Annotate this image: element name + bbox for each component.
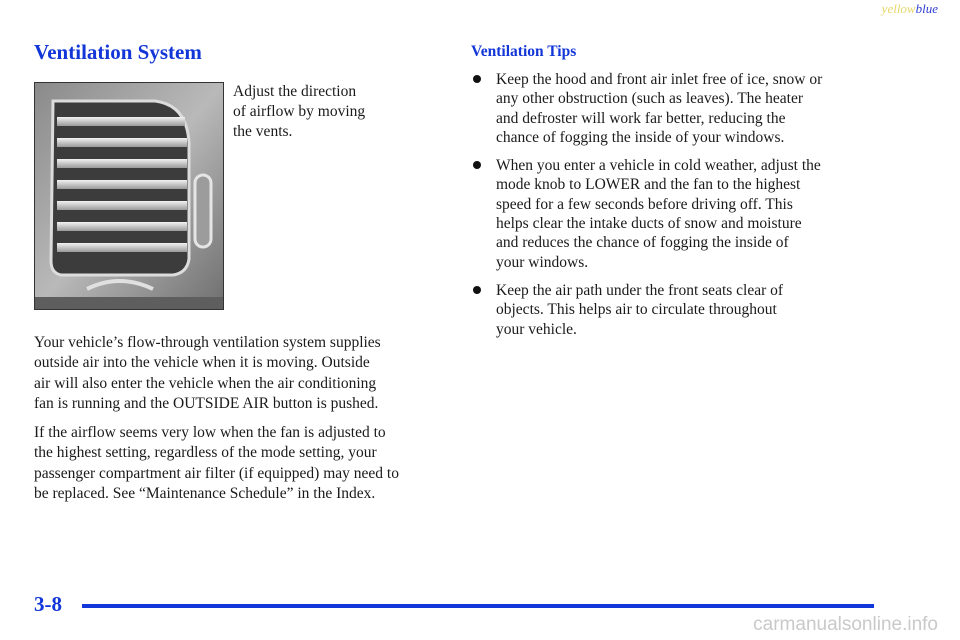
- paragraph-line: passenger compartment air filter (if equipped) may need to: [34, 464, 399, 482]
- paragraph-line: the highest setting, regardless of the mode setting, your: [34, 444, 377, 462]
- tip-line: mode knob to LOWER and the fan to the highest: [496, 176, 801, 194]
- paragraph-line: fan is running and the OUTSIDE AIR button is pushed.: [34, 395, 379, 413]
- section-title: Ventilation System: [34, 40, 202, 64]
- caption-line: the vents.: [233, 123, 293, 140]
- tip-line: your windows.: [496, 253, 589, 271]
- tip-line: chance of fogging the inside of your windows.: [496, 128, 785, 146]
- paragraph-line: air will also enter the vehicle when the air conditioning: [34, 374, 377, 392]
- corner-tag: [882, 1, 938, 17]
- caption-line: of airflow by moving: [233, 103, 366, 120]
- footer-rule: [82, 604, 874, 608]
- tip-line: your vehicle.: [496, 320, 577, 338]
- bullet-icon: [473, 75, 481, 83]
- paragraph-line: Your vehicle’s flow‑through ventilation system supplies: [34, 334, 381, 351]
- paragraph-line: outside air into the vehicle when it is moving. Outside: [34, 354, 370, 372]
- tips-list: [471, 70, 911, 348]
- tip-line: Keep the hood and front air inlet free of ice, snow or: [496, 71, 823, 88]
- tip-item: [471, 156, 911, 272]
- page-number: 3-8: [34, 592, 62, 616]
- watermark: carmanualsonline.info: [753, 614, 938, 635]
- tip-line: helps clear the intake ducts of snow and moisture: [496, 215, 802, 233]
- bullet-icon: [473, 286, 481, 294]
- tips-heading: Ventilation Tips: [471, 43, 577, 60]
- caption-line: Adjust the direction: [233, 83, 357, 100]
- tip-item: [471, 70, 911, 147]
- tip-line: Keep the air path under the front seats clear of: [496, 281, 784, 299]
- tip-line: any other obstruction (such as leaves). The heater: [496, 90, 804, 108]
- tip-item: [471, 281, 911, 339]
- air-filter-paragraph: [34, 423, 444, 505]
- tip-line: speed for a few seconds before driving off. This: [496, 195, 793, 213]
- ventilation-paragraph: [34, 333, 444, 415]
- paragraph-line: If the airflow seems very low when the fan is adjusted to: [34, 424, 386, 441]
- tip-line: objects. This helps air to circulate throughout: [496, 301, 777, 319]
- corner-tag-blue: blue: [915, 1, 938, 16]
- tip-line: and defroster will work far better, reducing the: [496, 109, 786, 127]
- vent-caption: [233, 82, 433, 142]
- tip-line: When you enter a vehicle in cold weather, adjust the: [496, 157, 821, 175]
- air-vent-photo: [34, 82, 224, 310]
- corner-tag-yellow: yellow: [881, 1, 916, 16]
- bullet-icon: [473, 161, 481, 169]
- tip-line: and reduces the chance of fogging the inside of: [496, 234, 789, 252]
- paragraph-line: be replaced. See “Maintenance Schedule” in the Index.: [34, 485, 376, 503]
